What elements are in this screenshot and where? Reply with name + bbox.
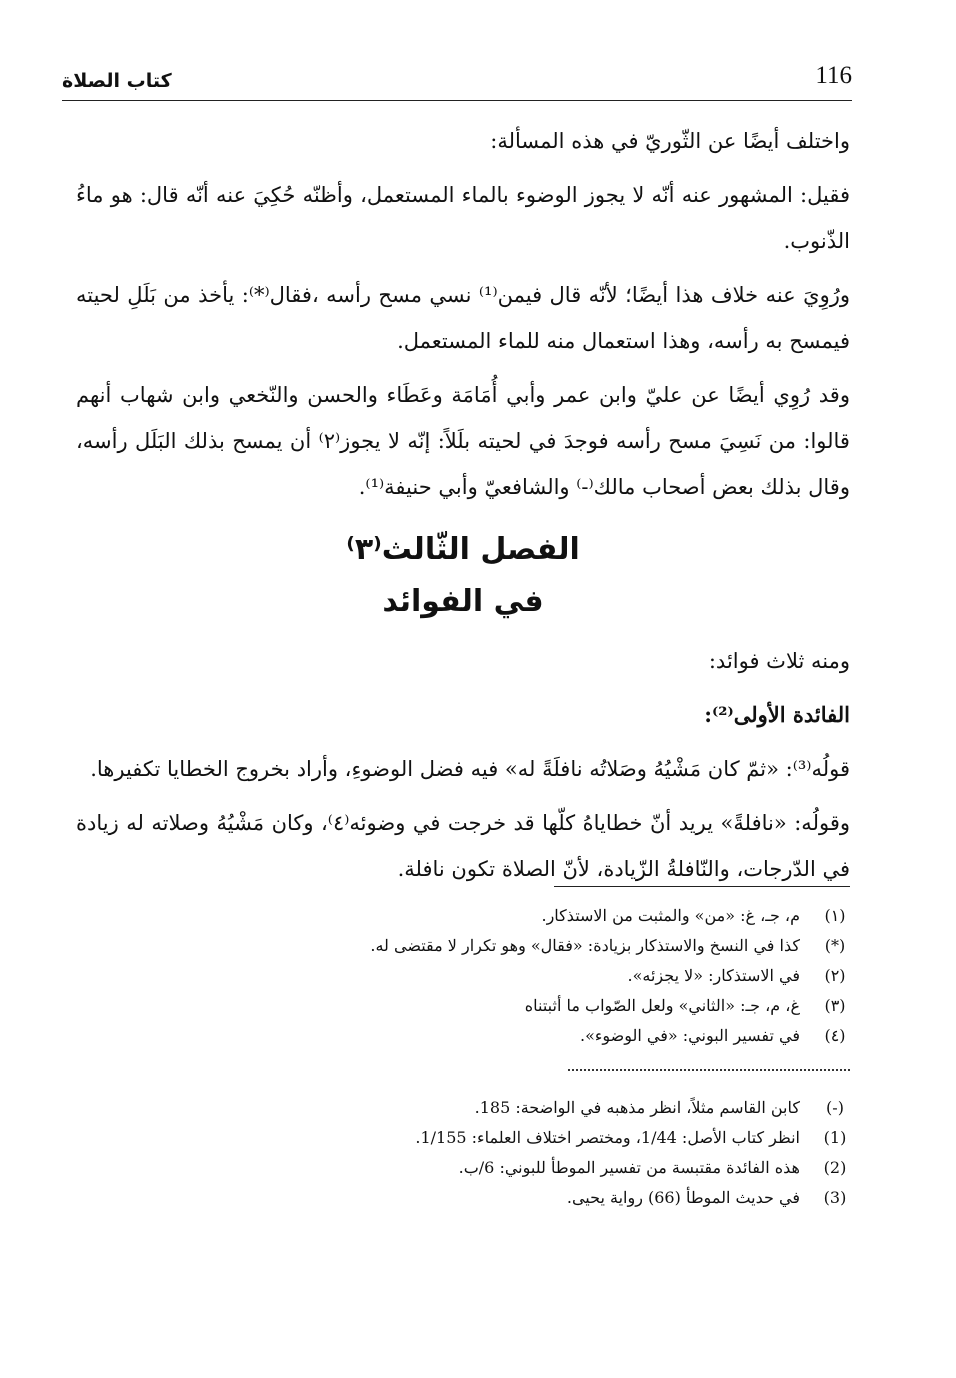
footnote-item (76, 1093, 850, 1123)
footnote-item (76, 901, 850, 931)
footnote-text: في حديث الموطأ (66) رواية يحيى. (566, 1188, 800, 1207)
page-number: 116 (815, 62, 852, 89)
footnote-text: كذا في النسخ والاستذكار بزيادة: «فقال» وهو تكرار لا مقتضى له. (370, 936, 800, 955)
footnote-item (76, 991, 850, 1021)
footnote-marker: (2) (823, 1158, 847, 1177)
footnote-separator (554, 886, 850, 887)
footnote-text: في تفسير البوني: «في الوضوء». (579, 1026, 800, 1045)
footnote-text: غ، م، جـ: «الثاني» ولعل الصّواب ما أثبتناه (524, 996, 800, 1015)
footnote-item (76, 961, 850, 991)
footnote-marker: (٤) (824, 1026, 846, 1045)
footnote-dotted-separator (568, 1069, 850, 1071)
footnote-item (76, 1153, 850, 1183)
footnote-item (76, 1123, 850, 1153)
footnote-marker: (3) (823, 1188, 847, 1207)
paragraph: ومنه ثلاث فوائد: (708, 649, 850, 673)
footnote-text: انظر كتاب الأصل: 1/44، ومختصر اختلاف العلماء: 1/155. (415, 1128, 800, 1147)
chapter-subheading: في الفوائد (382, 584, 544, 619)
running-title: كتاب الصلاة (62, 70, 172, 92)
footnote-item (76, 1183, 850, 1213)
paragraph: وقولُه: «نافلةً» يريد أنّ خطاياهُ كلّها قد خرجت في وضوئه⁽٤⁾، وكان مَشْيُهُ وصلاته له زيادة في الدّرجات، والنّافلةُ الزّيادة، لأنّ الصلاة تكون نافلة. (76, 811, 850, 881)
paragraph: واختلف أيضًا عن الثّوريّ في هذه المسألة: (490, 129, 850, 153)
footnote-item (76, 1021, 850, 1051)
footnote-marker: (٣) (824, 996, 846, 1015)
footnote-text: في الاستذكار: «لا يجزئه». (627, 966, 800, 985)
section-subheading: الفائدة الأولى⁽²⁾: (704, 702, 850, 727)
paragraph: وقد رُوِي أيضًا عن عليّ وابن عمر وأبي أُمَامَة وعَطَاء والحسن والنّخعي وابن شهاب أنهم قالوا: من نَسِيَ مسح رأسه فوجدَ في لحيته بلَلاً: إنّه لا يجوز⁽٢⁾ أن يمسح بذلك البَلَل رأسه، وقال بذلك بعض أصحاب مالك⁽-⁾ والشافعيّ وأبي حنيفة⁽¹⁾. (76, 383, 850, 499)
paragraph: ورُوِيَ عنه خلاف هذا أيضًا؛ لأنّه قال فيمن⁽¹⁾ نسي مسح رأسه ،فقال⁽*⁾: يأخذ من بَلَلِ لحيته فيمسح به رأسه، وهذا استعمال منه للماء المستعمل. (76, 283, 850, 353)
chapter-heading: الفصل الثّالث⁽٣⁾ (346, 532, 580, 567)
footnote-text: كابن القاسم مثلاً، انظر مذهبه في الواضحة: 185. (474, 1098, 800, 1117)
paragraph: فقيل: المشهور عنه أنّه لا يجوز الوضوء بالماء المستعمل، وأظنّه حُكِيَ عنه أنّه قال: هو ماءُ الذّنوب. (76, 183, 850, 253)
chapter-heading-block (76, 524, 850, 628)
footnote-text: م، جـ، غ: «من» والمثبت من الاستذكار. (541, 906, 800, 925)
main-text (76, 118, 850, 900)
footnote-marker: (-) (826, 1098, 844, 1117)
footnotes (76, 886, 850, 1213)
footnote-marker: (*) (824, 936, 846, 955)
footnote-marker: (1) (823, 1128, 847, 1147)
paragraph: قولُه⁽³⁾: «ثمّ كان مَشْيُهُ وصَلاتُه نافلَةً له» فيه فضل الوضوءِ، وأراد بخروج الخطايا تكفيرها. (90, 757, 850, 781)
footnote-text: هذه الفائدة مقتبسة من تفسير الموطأ للبوني: 6/ب. (458, 1158, 800, 1177)
footnote-item (76, 931, 850, 961)
footnote-marker: (٢) (824, 966, 846, 985)
page-header (62, 58, 852, 101)
footnote-marker: (١) (824, 906, 846, 925)
